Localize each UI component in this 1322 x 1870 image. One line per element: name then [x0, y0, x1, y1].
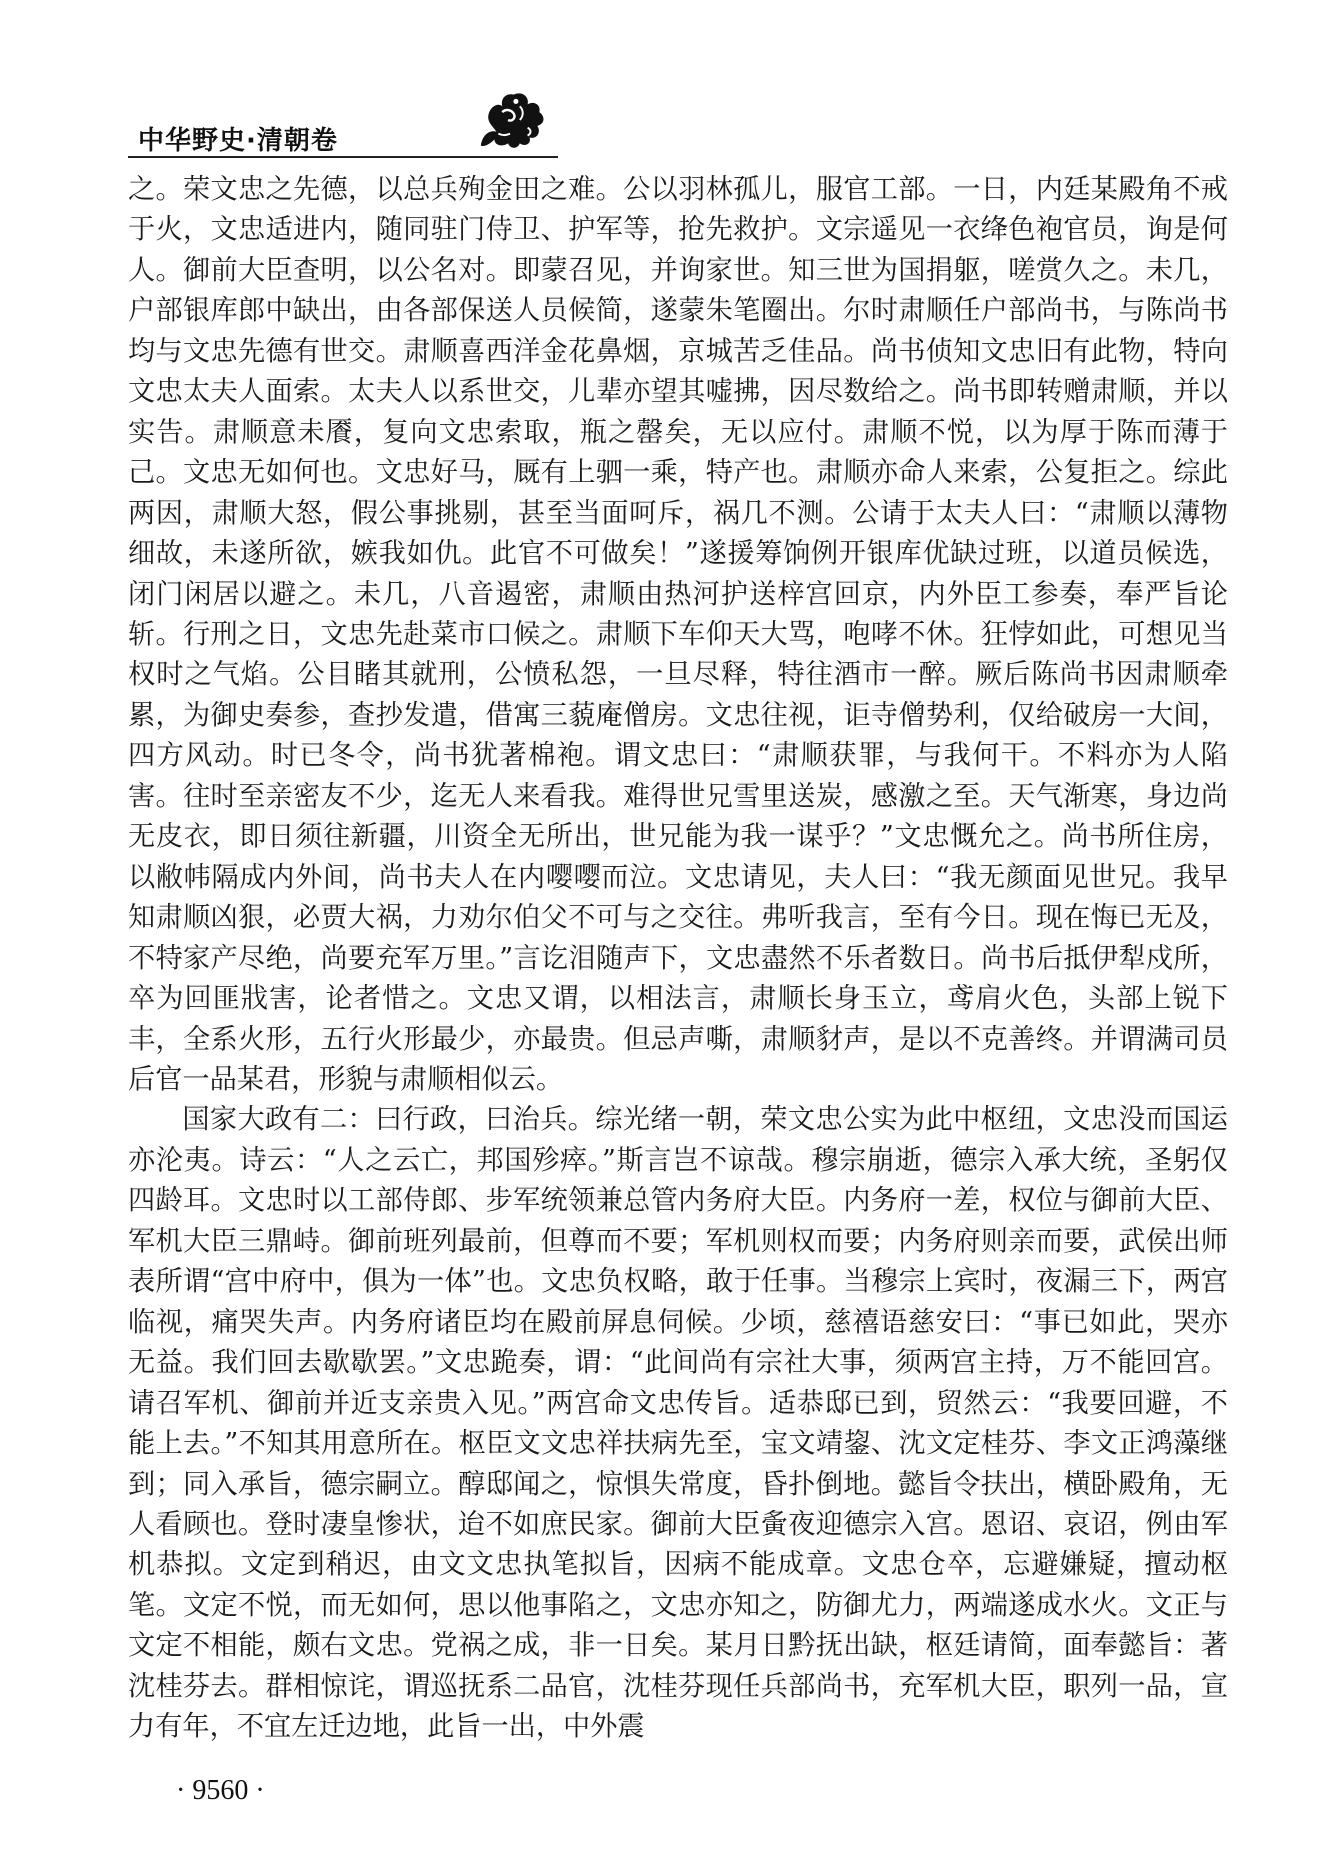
paragraph: 之。荣文忠之先德，以总兵殉金田之难。公以羽林孤儿，服官工部。一日，内廷某殿角不戒于火，文忠适进内，随同驻门侍卫、护军等，抢先救护。文宗遥见一衣绛色袍官员，询是何人。御前大臣查明，以公名对。即蒙召见，并询家世。知三世为国捐躯，嗟赏久之。未几，户部银库郎中缺出，由各部保送人员候简，遂蒙朱笔圈出。尔时肃顺任户部尚书，与陈尚书均与文忠先德有世交。肃顺喜西洋金花鼻烟，京城苦乏佳品。尚书侦知文忠旧有此物，特向文忠太夫人面索。太夫人以系世交，儿辈亦望其嘘拂，因尽数给之。尚书即转赠肃顺，并以实告。肃顺意未餍，复向文忠索取，瓶之罄矣，无以应付。肃顺不悦，以为厚于陈而薄于己。文忠无如何也。文忠好马，厩有上驷一乘，特产也。肃顺亦命人来索，公复拒之。综此两因，肃顺大怒，假公事挑剔，甚至当面呵斥，祸几不测。公请于太夫人曰：“肃顺以薄物细故，未遂所欲，嫉我如仇。此官不可做矣！”遂援筹饷例开银库优缺过班，以道员候选，闭门闲居以避之。未几，八音遏密，肃顺由热河护送梓宫回京，内外臣工参奏，奉严旨论斩。行刑之日，文忠先赴菜市口候之。肃顺下车仰天大骂，咆哮不休。狂悖如此，可想见当权时之气焰。公目睹其就刑，公愤私怨，一旦尽释，特往酒市一醉。厥后陈尚书因肃顺牵累，为御史奏参，查抄发遣，借寓三藐庵僧房。文忠往视，讵寺僧势利，仅给破房一大间，四方风动。时已冬令，尚书犹著棉袍。谓文忠曰：“肃顺获罪，与我何干。不料亦为人陷害。往时至亲密友不少，迄无人来看我。难得世兄雪里送炭，感激之至。天气渐寒，身边尚无皮衣，即日须往新疆，川资全无所出，世兄能为我一谋乎？”文忠慨允之。尚书所住房，以敝帏隔成内外间，尚书夫人在内嘤嘤而泣。文忠请见，夫人曰：“我无颜面见世兄。我早知肃顺凶狠，必贾大祸，力劝尔伯父不可与之交往。弗听我言，至有今日。现在悔已无及，不特家产尽绝，尚要充军万里。”言讫泪随声下，文忠盡然不乐者数日。尚书后抵伊犁戍所，卒为回匪戕害，论者惜之。文忠又谓，以相法言，肃顺长身玉立，鸢肩火色，头部上锐下丰，全系火形，五行火形最少，亦最贵。但忌声嘶，肃顺豺声，是以不克善终。并谓满司员后官一品某君，形貌与肃顺相似云。 — [128, 174, 1228, 1095]
page-number: · 9560 · — [176, 1775, 265, 1806]
body-text — [128, 170, 1228, 1748]
dragon-emblem-icon — [473, 86, 551, 152]
book-title: 中华野史·清朝卷 — [138, 126, 338, 156]
page-header — [128, 86, 558, 161]
header-rule — [128, 156, 558, 158]
paragraph: 国家大政有二：曰行政，曰治兵。综光绪一朝，荣文忠公实为此中枢纽，文忠没而国运亦沦夷。诗云：“人之云亡，邦国殄瘁。”斯言岂不谅哉。穆宗崩逝，德宗入承大统，圣躬仅四龄耳。文忠时以工部侍郎、步军统领兼总管内务府大臣。内务府一差，权位与御前大臣、军机大臣三鼎峙。御前班列最前，但尊而不要；军机则权而要；内务府则亲而要，武侯出师表所谓“宫中府中，俱为一体”也。文忠负权略，敢于任事。当穆宗上宾时，夜漏三下，两宫临视，痛哭失声。内务府诸臣均在殿前屏息伺候。少顷，慈禧语慈安曰：“事已如此，哭亦无益。我们回去歇歇罢。”文忠跪奏，谓：“此间尚有宗社大事，须两宫主持，万不能回宫。请召军机、御前并近支亲贵入见。”两宫命文忠传旨。适恭邸已到，贸然云：“我要回避，不能上去。”不知其用意所在。枢臣文文忠祥扶病先至，宝文靖鋆、沈文定桂芬、李文正鸿藻继到；同入承旨，德宗嗣立。醇邸闻之，惊惧失常度，昏扑倒地。懿旨令扶出，横卧殿角，无人看顾也。登时凄皇惨状，迨不如庶民家。御前大臣夤夜迎德宗入宫。恩诏、哀诏，例由军机恭拟。文定到稍迟，由文文忠执笔拟旨，因病不能成章。文忠仓卒，忘避嫌疑，擅动枢笔。文定不悦，而无如何，思以他事陷之，文忠亦知之，防御尤力，两端遂成水火。文正与文定不相能，颇右文忠。党祸之成，非一日矣。某月日黔抚出缺，枢廷请简，面奉懿旨：著沈桂芬去。群相惊诧，谓巡抚系二品官，沈桂芬现任兵部尚书，充军机大臣，职列一品，宣力有年，不宜左迁边地，此旨一出，中外震 — [128, 1104, 1228, 1743]
